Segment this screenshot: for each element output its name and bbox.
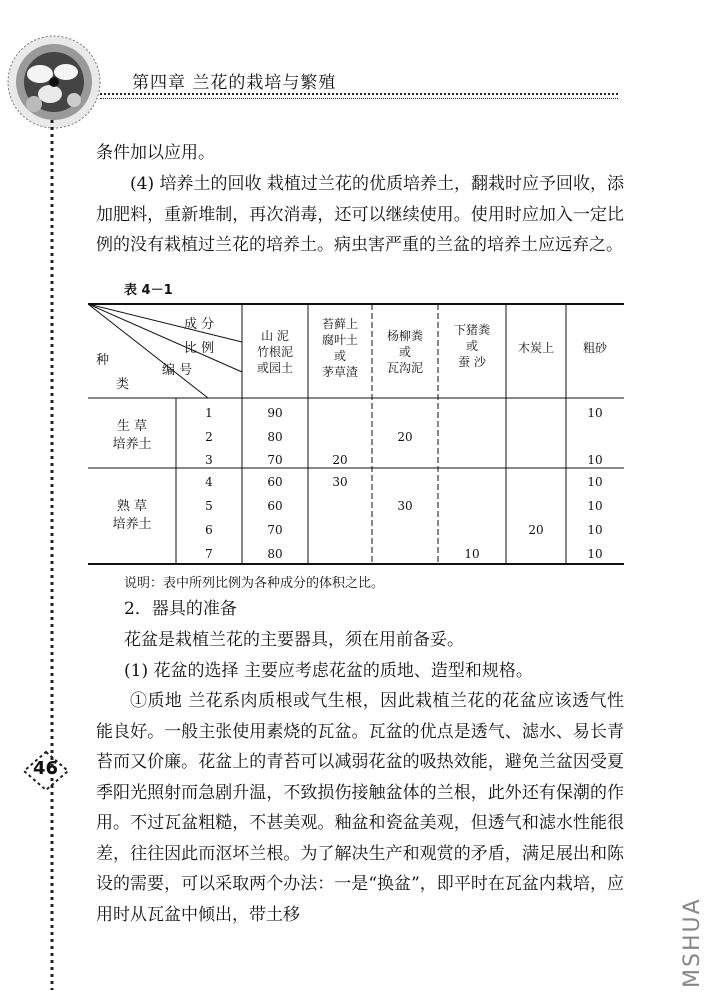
- paragraph-soil-recycling: (4) 培养土的回收 栽植过兰花的优质培养土，翻栽时应予回收，添加肥料，重新堆制，再次消毒，还可以继续使用。使用时应加入一定比例的没有栽植过兰花的培养土。病虫害严重的兰盆的培养土应远弃之。: [96, 174, 624, 255]
- column-header-line: 茅草渣: [321, 365, 359, 379]
- table-cell: 80: [267, 430, 283, 444]
- table-cell-number: 4: [205, 475, 213, 489]
- table-cell-number: 5: [205, 499, 213, 513]
- table-cell: 30: [397, 499, 413, 513]
- table-cell: 10: [587, 499, 603, 513]
- table-cell: 90: [267, 406, 283, 420]
- group-label-cooked-grass-soil: 培养土: [112, 517, 152, 532]
- table-cell: 20: [528, 523, 544, 537]
- table-cell: 10: [587, 453, 603, 467]
- column-header-line: 杨柳粪: [386, 329, 424, 343]
- table-row: [205, 523, 602, 537]
- table-cell: 30: [332, 475, 348, 489]
- group-label-cooked-grass: 熟 草: [116, 499, 148, 514]
- table-cell: 70: [267, 523, 283, 537]
- column-header-moss-soil: [322, 316, 358, 379]
- table-row: [205, 547, 602, 561]
- column-header-line: 苔藓上: [321, 317, 359, 331]
- table-cell: 10: [587, 406, 603, 420]
- column-header-mountain-soil: [257, 329, 293, 375]
- paragraph-pot-material: ①质地 兰花系肉质根或气生根，因此栽植兰花的花盆应该透气性能良好。一般主张使用素烧的瓦盆。瓦盆的优点是透气、滤水、易长青苔而又价廉。花盆上的青苔可以减弱花盆的吸热效能，避免兰盆因受夏季阳光照射而急剧升温，不致损伤接触盆体的兰根，此外还有保潮的作用。不过瓦盆粗糙，不甚美观。釉盆和瓷盆美观，但透气和滤水性能很差，往往因此而沤坏兰根。为了解决生产和观赏的矛盾，满足展出和陈设的需要，可以采取两个办法：一是“换盆”，即平时在瓦盆内栽培，应用时从瓦盆中倾出，带土移: [96, 691, 624, 925]
- column-header-line: 下猪粪: [453, 323, 491, 337]
- table-row: [205, 499, 602, 513]
- corner-label-kind: 种: [96, 353, 110, 368]
- table-row: [205, 430, 412, 444]
- table-row: [205, 453, 602, 467]
- column-header-line: 蚕 沙: [458, 355, 486, 369]
- table-cell: 10: [464, 547, 480, 561]
- table-note: 说明：表中所列比例为各种成分的体积之比。: [124, 576, 385, 591]
- corner-label-ratio: 比 例: [184, 341, 215, 356]
- page-number: 46: [33, 758, 59, 779]
- column-header-line: 或: [333, 349, 347, 363]
- table-cell-number: 7: [205, 547, 213, 561]
- column-header-line: 竹根泥: [256, 345, 294, 359]
- table-cell: 20: [397, 430, 413, 444]
- table-cell-number: 3: [205, 453, 213, 467]
- table-cell: 80: [267, 547, 283, 561]
- paragraph-pot-selection: (1) 花盆的选择 主要应考虑花盆的质地、造型和规格。: [124, 661, 533, 681]
- chapter-title: 第四章 兰花的栽培与繁殖: [132, 73, 337, 93]
- paragraph-continuation: 条件加以应用。: [96, 143, 215, 163]
- group-label-raw-grass-soil: 培养土: [112, 437, 152, 452]
- group-label-raw-grass: 生 草: [116, 419, 148, 434]
- column-header-pig-manure: [454, 322, 491, 369]
- column-header-line: 或: [398, 345, 412, 359]
- column-header-line: 腐叶土: [321, 333, 359, 347]
- watermark: MSHUA: [680, 897, 705, 988]
- column-header-line: 山 泥: [261, 329, 289, 343]
- paragraph-pot-intro: 花盆是栽植兰花的主要器具，须在用前备妥。: [124, 630, 464, 650]
- corner-label-number: 编 号: [162, 363, 193, 378]
- table-cell: 10: [587, 475, 603, 489]
- table-cell: 60: [267, 499, 283, 513]
- table-cell: 10: [587, 547, 603, 561]
- table-cell: 10: [587, 523, 603, 537]
- table-caption: 表 4－1: [124, 283, 173, 298]
- corner-label-component: 成 分: [184, 317, 215, 332]
- column-header-line: 或园土: [256, 361, 294, 375]
- flower-emblem-icon: [4, 32, 104, 132]
- table-cell-number: 1: [205, 406, 213, 420]
- table-cell: 70: [267, 453, 283, 467]
- soil-mix-table: [88, 300, 628, 568]
- column-header-line: 或: [465, 339, 479, 353]
- column-header-line: 瓦沟泥: [386, 361, 424, 375]
- table-row: [205, 406, 602, 420]
- table-cell: 60: [267, 475, 283, 489]
- column-header-willow-manure: [387, 328, 424, 375]
- table-cell-number: 2: [205, 430, 213, 444]
- table-cell-number: 6: [205, 523, 213, 537]
- section-heading: 2．器具的准备: [124, 599, 237, 619]
- table-row: [205, 475, 602, 489]
- column-header-coarse-sand: 粗砂: [582, 341, 608, 355]
- column-header-charcoal: 木炭上: [517, 341, 555, 355]
- corner-label-type: 类: [116, 377, 130, 392]
- header-rule: [100, 93, 618, 99]
- chain-border-decoration: [44, 120, 60, 990]
- table-cell: 20: [332, 453, 348, 467]
